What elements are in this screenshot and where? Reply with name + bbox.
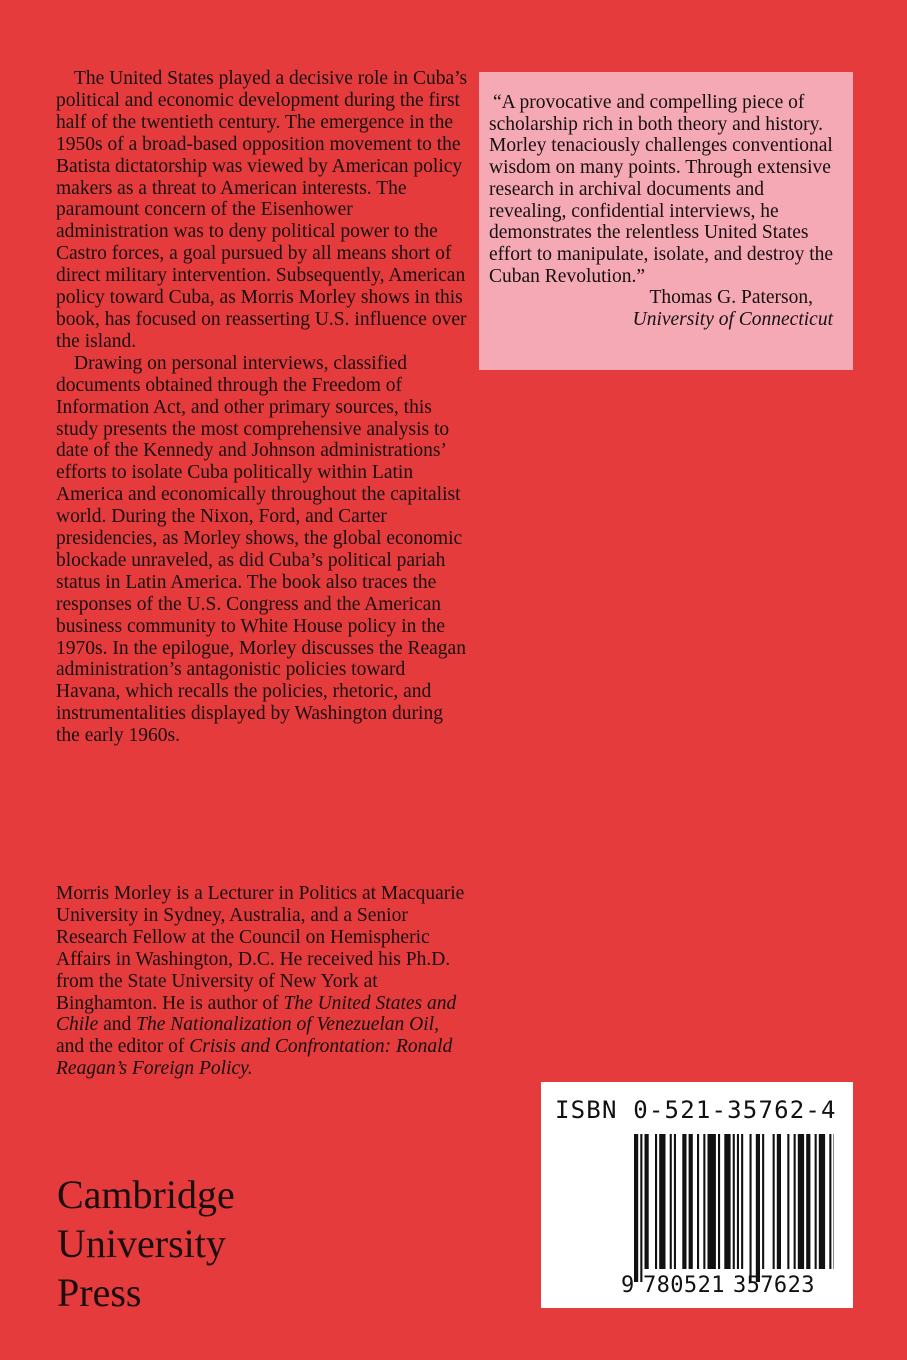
- review-blurb: [479, 72, 853, 370]
- barcode-stripe: [741, 1134, 743, 1269]
- barcode-stripe: [815, 1134, 817, 1269]
- barcode-stripe: [670, 1134, 672, 1269]
- barcode-stripe: [718, 1134, 720, 1269]
- barcode-stripe: [750, 1134, 752, 1282]
- bio-book-title-1: The United States and Chile: [56, 992, 457, 1036]
- blurb-author: Thomas G. Paterson,: [649, 287, 813, 309]
- barcode-stripe: [834, 1134, 835, 1269]
- bio-book-title-3: Crisis and Confrontation: Ronald Reagan’s Foreign Policy.: [56, 1036, 453, 1080]
- barcode-stripe: [773, 1134, 775, 1269]
- ean-digits: [621, 1273, 815, 1298]
- ean-left-group: 780521: [643, 1273, 725, 1298]
- barcode-stripe: [708, 1134, 716, 1269]
- barcode-stripe: [674, 1134, 676, 1269]
- bio-text-3: and the editor of: [56, 1036, 190, 1058]
- barcode-stripe: [682, 1134, 686, 1269]
- author-bio: [56, 883, 468, 1080]
- barcode-stripe: [634, 1134, 638, 1282]
- blurb-affiliation: University of Connecticut: [632, 309, 833, 331]
- barcode-stripe: [697, 1134, 699, 1269]
- bio-text-2: and: [98, 1014, 137, 1036]
- barcode-stripe: [777, 1134, 781, 1269]
- bio-book-title-2: The Nationalization of Venezuelan Oil,: [136, 1014, 439, 1036]
- barcode-stripe: [829, 1134, 831, 1269]
- barcode-stripe: [806, 1134, 810, 1269]
- barcode-stripe: [794, 1134, 796, 1269]
- barcode-stripe: [724, 1134, 730, 1269]
- barcode-stripe: [756, 1134, 760, 1282]
- description-paragraph-1: The United States played a decisive role in Cuba’s political and economic development during the first half of the twentieth century. The emergence in the 1950s of a broad-based opposition movement to the Batista dictatorship was viewed by American policy makers as a threat to American interests. The paramount concern of the Eisenhower administration was to deny political power to the Castro forces, a goal pursued by all means short of direct military intervention. Subsequently, American policy toward Cuba, as Morris Morley shows in this book, has focused on reasserting U.S. influence over the island.: [56, 68, 468, 352]
- barcode-stripe: [787, 1134, 789, 1269]
- barcode-stripe: [737, 1134, 739, 1269]
- publisher-line-3: Press: [57, 1270, 142, 1315]
- publisher-line-2: University: [57, 1221, 226, 1266]
- barcode-stripe: [645, 1134, 649, 1269]
- blurb-quote: “A provocative and compelling piece of scholarship rich in both theory and history. Morley tenaciously challenges conventional wisdom on many points. Through extensive research in archival documents and revealing, confidential interviews, he demonstrates the relentless United States effort to manipulate, isolate, and destroy the Cuban Revolution.”: [489, 92, 834, 287]
- ean-right-group: 357623: [733, 1273, 815, 1298]
- description-paragraph-2: Drawing on personal interviews, classified documents obtained through the Freedom of Information Act, and other primary sources, this study presents the most comprehensive analysis to date of the Kennedy and Johnson administrations’ efforts to isolate Cuba politically within Latin America and economically throughout the capitalist world. During the Nixon, Ford, and Carter presidencies, as Morley shows, the global economic blockade unraveled, as did Cuba’s political pariah status in Latin America. The book also traces the responses of the U.S. Congress and the American business community to White House policy in the 1970s. In the epilogue, Morley discusses the Reagan administration’s antagonistic policies toward Havana, which recalls the policies, rhetoric, and instrumentalities displayed by Washington during the early 1960s.: [56, 352, 466, 747]
- barcode-stripe: [659, 1134, 665, 1269]
- barcode-stripe: [689, 1134, 693, 1269]
- barcode-stripe: [655, 1134, 657, 1269]
- barcode-stripe: [733, 1134, 735, 1269]
- publisher-line-1: Cambridge: [57, 1172, 235, 1217]
- publisher-logo: [57, 1170, 235, 1317]
- bio-text-1: Morris Morley is a Lecturer in Politics at Macquarie University in Sydney, Australia, and a Senior Research Fellow at the Council on Hemispheric Affairs in Washington, D.C. He received his Ph.D. from the State University of New York at Binghamton. He is author of: [56, 883, 465, 1014]
- ean-prefix: 9: [621, 1273, 635, 1298]
- barcode-bars: [634, 1134, 834, 1284]
- barcode-stripe: [703, 1134, 705, 1269]
- barcode-stripe: [640, 1134, 642, 1282]
- barcode-stripe: [762, 1134, 764, 1269]
- barcode-label: [541, 1082, 853, 1308]
- barcode-stripe: [798, 1134, 804, 1269]
- isbn-text: ISBN 0-521-35762-4: [555, 1096, 837, 1124]
- book-description: [56, 68, 468, 747]
- barcode-stripe: [819, 1134, 825, 1269]
